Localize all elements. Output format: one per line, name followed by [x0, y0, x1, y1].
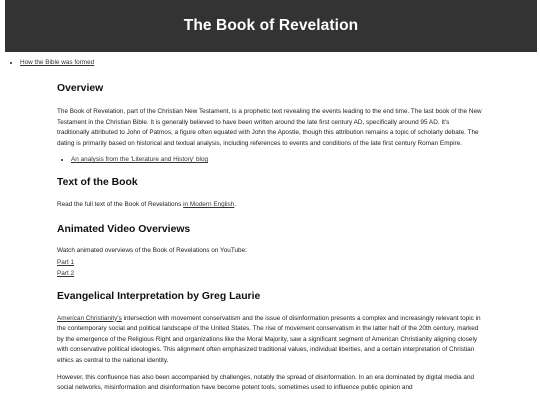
evangelical-paragraph-1	[57, 314, 483, 367]
list-item	[71, 155, 483, 165]
american-christianity-link[interactable]: American Christianity's	[57, 314, 122, 322]
modern-english-link[interactable]: in Modern English	[183, 201, 235, 209]
text-of-book-section	[57, 176, 483, 211]
text-of-book-period: .	[234, 201, 237, 209]
videos-heading: Animated Video Overviews	[57, 223, 191, 235]
evangelical-heading: Evangelical Interpretation by Greg Laurie	[57, 290, 261, 302]
top-nav-item	[20, 59, 94, 67]
top-nav	[12, 59, 94, 67]
videos-intro: Watch animated overviews of the Book of Revelations on YouTube:	[57, 246, 247, 254]
video-link-row	[57, 268, 483, 279]
video-link-row	[57, 257, 483, 268]
how-bible-formed-link[interactable]: How the Bible was formed	[20, 59, 95, 66]
videos-section	[57, 223, 483, 279]
evangelical-paragraph-1-text: intersection with movement conservatism and the issue of disinformation presents a complex and increasingly relevant topic in the contemporary social and political landscape of the United States. The rise of movement conservatism in the latter half of the 20th century, marked by the emergence of the Religious Right and organizations like the Moral Majority, saw a significant segment of American Christianity aligning closely with conservative political ideologies. This alignment often emphasized traditional values, individual liberties, and a certain interpretation of Christian ethics as central to the national identity.	[57, 314, 481, 364]
text-of-book-heading: Text of the Book	[57, 177, 138, 189]
literature-history-link[interactable]: An analysis from the 'Literature and History' blog	[71, 156, 209, 164]
video-part-2-link[interactable]: Part 2	[57, 269, 75, 277]
main-content	[57, 82, 483, 394]
evangelical-section	[57, 290, 483, 394]
overview-heading: Overview	[57, 83, 104, 94]
text-of-book-paragraph	[57, 200, 483, 211]
video-part-1-link[interactable]: Part 1	[57, 258, 75, 266]
overview-section	[57, 82, 483, 165]
evangelical-paragraph-2: However, this confluence has also been accompanied by challenges, notably the spread of disinformation. In an era dominated by digital media and social networks, misinformation and disinformation have become potent tools, sometimes used to influence public opinion and	[57, 373, 475, 392]
page-header	[5, 0, 537, 52]
overview-paragraph: The Book of Revelation, part of the Christian New Testament, is a prophetic text revealing the events leading to the end time. The last book of the New Testament in the Christian Bible. It is generally believed to have been written around the late first century AD, specifically around 95 AD. It's traditionally attributed to John of Patmos, a figure often equated with John the Apostle, though this attribution remains a topic of scholarly debate. The dating is primarily based on historical and textual analysis, including references to events and conditions of the late first century Roman Empire.	[57, 108, 482, 147]
page-title: The Book of Revelation	[183, 17, 359, 34]
overview-links	[57, 155, 483, 165]
text-of-book-text: Read the full text of the Book of Revelations	[57, 201, 184, 209]
